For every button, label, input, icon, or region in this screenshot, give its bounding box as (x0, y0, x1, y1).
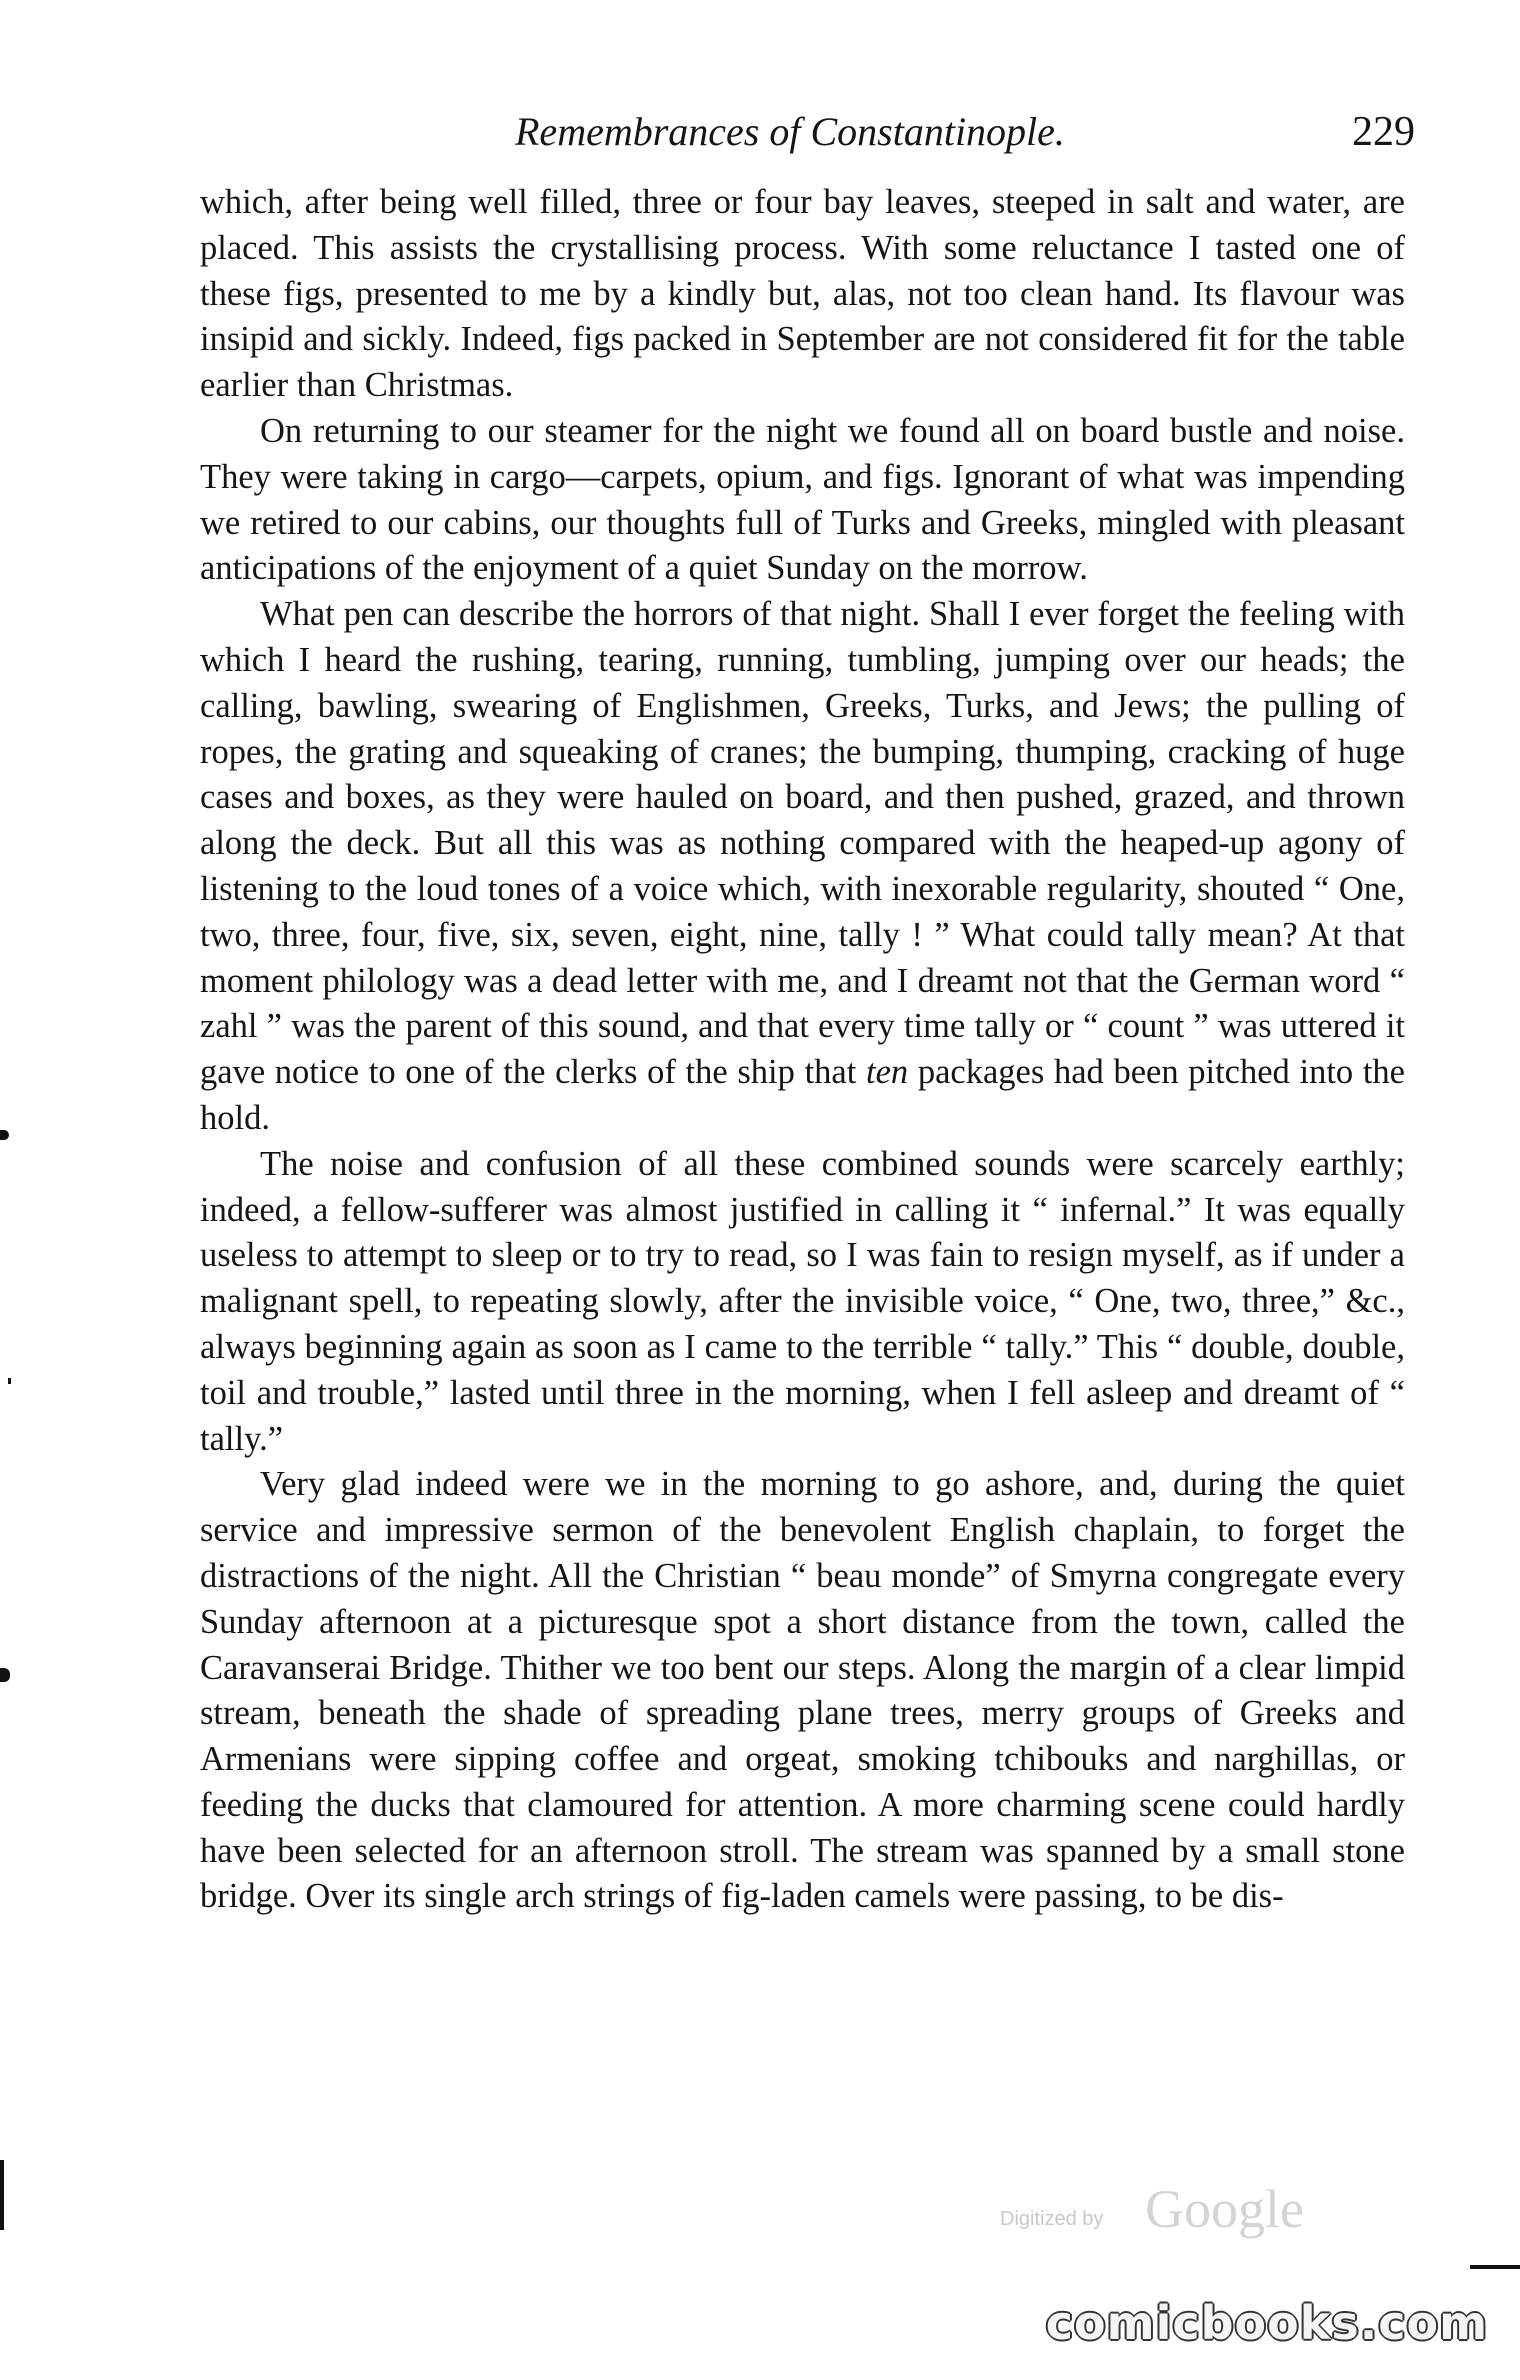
paragraph-4: The noise and confusion of all these combined sounds were scarcely earthly; indeed, a fellow-sufferer was almost justified in calling it “ infernal.” It was equally useless to attempt to sleep or to try to read, so I was fain to resign myself, as if under a malignant spell, to repeating slowly, after the invisible voice, “ One, two, three,” &c., always beginning again as soon as I came to the terrible “ tally.” This “ double, double, toil and trouble,” lasted until three in the morning, when I fell asleep and dreamt of “ tally.” (200, 1144, 1405, 1458)
running-title: Remembrances of Constantinople. (515, 109, 1065, 154)
paragraph-5: Very glad indeed were we in the morning to go ashore, and, during the quiet service and impressive sermon of the benevolent English chaplain, to forget the distractions of the night. All the Christian “ beau monde” of Smyrna congregate every Sunday afternoon at a picturesque spot a short distance from the town, called the Caravanserai Bridge. Thither we too bent our steps. Along the margin of a clear limpid stream, beneath the shade of spreading plane trees, merry groups of Greeks and Armenians were sipping coffee and orgeat, smoking tchibouks and narghillas, or feeding the ducks that clamoured for attention. A more charming scene could hardly have been selected for an afternoon stroll. The stream was spanned by a small stone bridge. Over its single arch strings of fig-laden camels were passing, to be dis- (200, 1465, 1405, 1916)
running-head (200, 108, 1415, 168)
paragraph-3-text-b: packages had been pitched into the hold. (200, 1053, 1405, 1137)
paragraph-3 (200, 592, 1405, 1142)
margin-mark-left-4 (8, 1378, 11, 1384)
digitized-by-watermark: Digitized by (1000, 2208, 1104, 2230)
body-text (200, 180, 1405, 1920)
margin-mark-left-2 (0, 1668, 10, 1682)
google-watermark: Google (1145, 2179, 1304, 2239)
margin-mark-right-edge (1470, 2265, 1520, 2269)
paragraph-1: which, after being well filled, three or four bay leaves, steeped in salt and water, are placed. This assists the crystallising process. With some reluctance I tasted one of these figs, presented to me by a kindly but, alas, not too clean hand. Its flavour was insipid and sickly. Indeed, figs packed in September are not considered fit for the table earlier than Christmas. (200, 183, 1405, 405)
site-watermark: comicbooks.com (1045, 2296, 1488, 2350)
paragraph-3-italic-word: ten (866, 1053, 909, 1092)
paragraph-2: On returning to our steamer for the night we found all on board bustle and noise. They were taking in cargo—carpets, opium, and figs. Ignorant of what was impending we retired to our cabins, our thoughts full of Turks and Greeks, mingled with pleasant anticipations of the enjoyment of a quiet Sunday on the morrow. (200, 411, 1405, 588)
margin-mark-left-3 (0, 2160, 4, 2230)
margin-mark-left-1 (0, 1130, 9, 1140)
paragraph-3-text-a: What pen can describe the horrors of that night. Shall I ever forget the feeling with which I heard the rushing, tearing, running, tumbling, jumping over our heads; the calling, bawling, swearing of Englishmen, Greeks, Turks, and Jews; the pulling of ropes, the grating and squeaking of cranes; the bumping, thumping, cracking of huge cases and boxes, as they were hauled on board, and then pushed, grazed, and thrown along the deck. But all this was as nothing compared with the heaped-up agony of listening to the loud tones of a voice which, with inexorable regularity, shouted “ One, two, three, four, five, six, seven, eight, nine, tally ! ” What could tally mean? At that moment philology was a dead letter with me, and I dreamt not that the German word “ zahl ” was the parent of this sound, and that every time tally or “ count ” was uttered it gave notice to one of the clerks of the ship that (200, 595, 1405, 1092)
page-number: 229 (1352, 109, 1415, 155)
